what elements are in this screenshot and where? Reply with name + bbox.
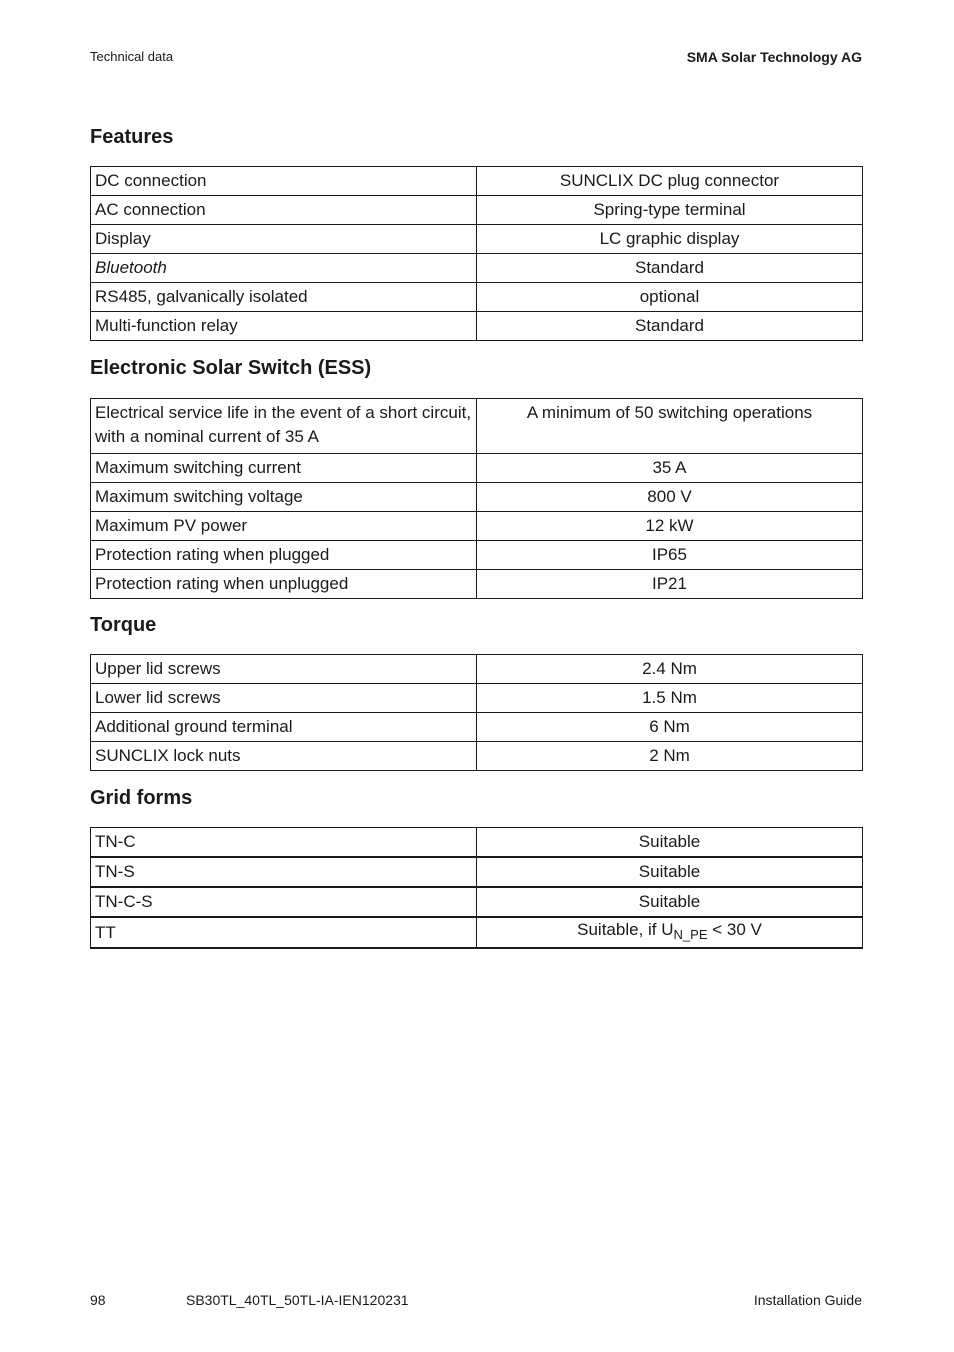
row-value: SUNCLIX DC plug connector (477, 167, 863, 196)
table-row (91, 196, 863, 225)
features-table (90, 166, 863, 341)
row-value: Standard (477, 254, 863, 283)
row-value: 2.4 Nm (477, 655, 863, 684)
row-label: AC connection (91, 196, 477, 225)
row-value: Spring-type terminal (477, 196, 863, 225)
footer-document-code: SB30TL_40TL_50TL-IA-IEN120231 (186, 1292, 409, 1308)
row-label: Display (91, 225, 477, 254)
row-value: Standard (477, 312, 863, 341)
value-prefix: Suitable, if U (577, 920, 674, 939)
table-row (91, 917, 863, 948)
row-label: Bluetooth (91, 254, 477, 283)
row-value: Suitable (477, 828, 863, 858)
header-company-name: SMA Solar Technology AG (686, 49, 862, 65)
table-row (91, 283, 863, 312)
row-value: 6 Nm (477, 713, 863, 742)
grid-forms-table (90, 827, 863, 949)
row-label: TT (91, 917, 477, 948)
table-row (91, 887, 863, 917)
row-value (477, 917, 863, 948)
table-row (91, 570, 863, 599)
row-value: 1.5 Nm (477, 684, 863, 713)
footer-document-type: Installation Guide (753, 1292, 862, 1308)
header-section-label: Technical data (90, 49, 174, 64)
footer-page-number: 98 (90, 1292, 106, 1308)
table-row (91, 254, 863, 283)
row-value: IP21 (477, 570, 863, 599)
row-label-line: Electrical service life in the event of a short circuit, (95, 403, 472, 422)
row-label: Maximum switching current (91, 454, 477, 483)
ess-table (90, 398, 863, 599)
row-value: 800 V (477, 483, 863, 512)
table-row (91, 399, 863, 454)
table-row (91, 512, 863, 541)
row-label: RS485, galvanically isolated (91, 283, 477, 312)
row-label: Maximum switching voltage (91, 483, 477, 512)
features-heading: Features (90, 126, 174, 148)
row-label: TN-C-S (91, 887, 477, 917)
table-row (91, 454, 863, 483)
row-label: Protection rating when unplugged (91, 570, 477, 599)
row-label: SUNCLIX lock nuts (91, 742, 477, 771)
table-row (91, 713, 863, 742)
torque-heading: Torque (90, 614, 157, 636)
row-value: LC graphic display (477, 225, 863, 254)
table-row (91, 225, 863, 254)
grid-forms-heading: Grid forms (90, 787, 193, 809)
table-row (91, 167, 863, 196)
table-row (91, 742, 863, 771)
row-label: DC connection (91, 167, 477, 196)
row-label: Maximum PV power (91, 512, 477, 541)
table-row (91, 828, 863, 858)
row-label: Protection rating when plugged (91, 541, 477, 570)
row-label: Upper lid screws (91, 655, 477, 684)
torque-table (90, 654, 863, 771)
table-row (91, 483, 863, 512)
row-label: Lower lid screws (91, 684, 477, 713)
row-label: Additional ground terminal (91, 713, 477, 742)
table-row (91, 857, 863, 887)
row-value: A minimum of 50 switching operations (477, 399, 863, 454)
row-value: Suitable (477, 887, 863, 917)
table-row (91, 541, 863, 570)
row-value: 12 kW (477, 512, 863, 541)
ess-heading: Electronic Solar Switch (ESS) (90, 357, 372, 379)
row-value: IP65 (477, 541, 863, 570)
row-value: Suitable (477, 857, 863, 887)
table-row (91, 655, 863, 684)
row-label-line: with a nominal current of 35 A (95, 427, 319, 446)
row-value: optional (477, 283, 863, 312)
row-value: 2 Nm (477, 742, 863, 771)
row-label (91, 399, 477, 454)
value-subscript: N_PE (673, 927, 708, 942)
row-label: TN-C (91, 828, 477, 858)
row-value: 35 A (477, 454, 863, 483)
value-suffix: < 30 V (707, 920, 762, 939)
row-label: Multi-function relay (91, 312, 477, 341)
row-label: TN-S (91, 857, 477, 887)
table-row (91, 684, 863, 713)
table-row (91, 312, 863, 341)
